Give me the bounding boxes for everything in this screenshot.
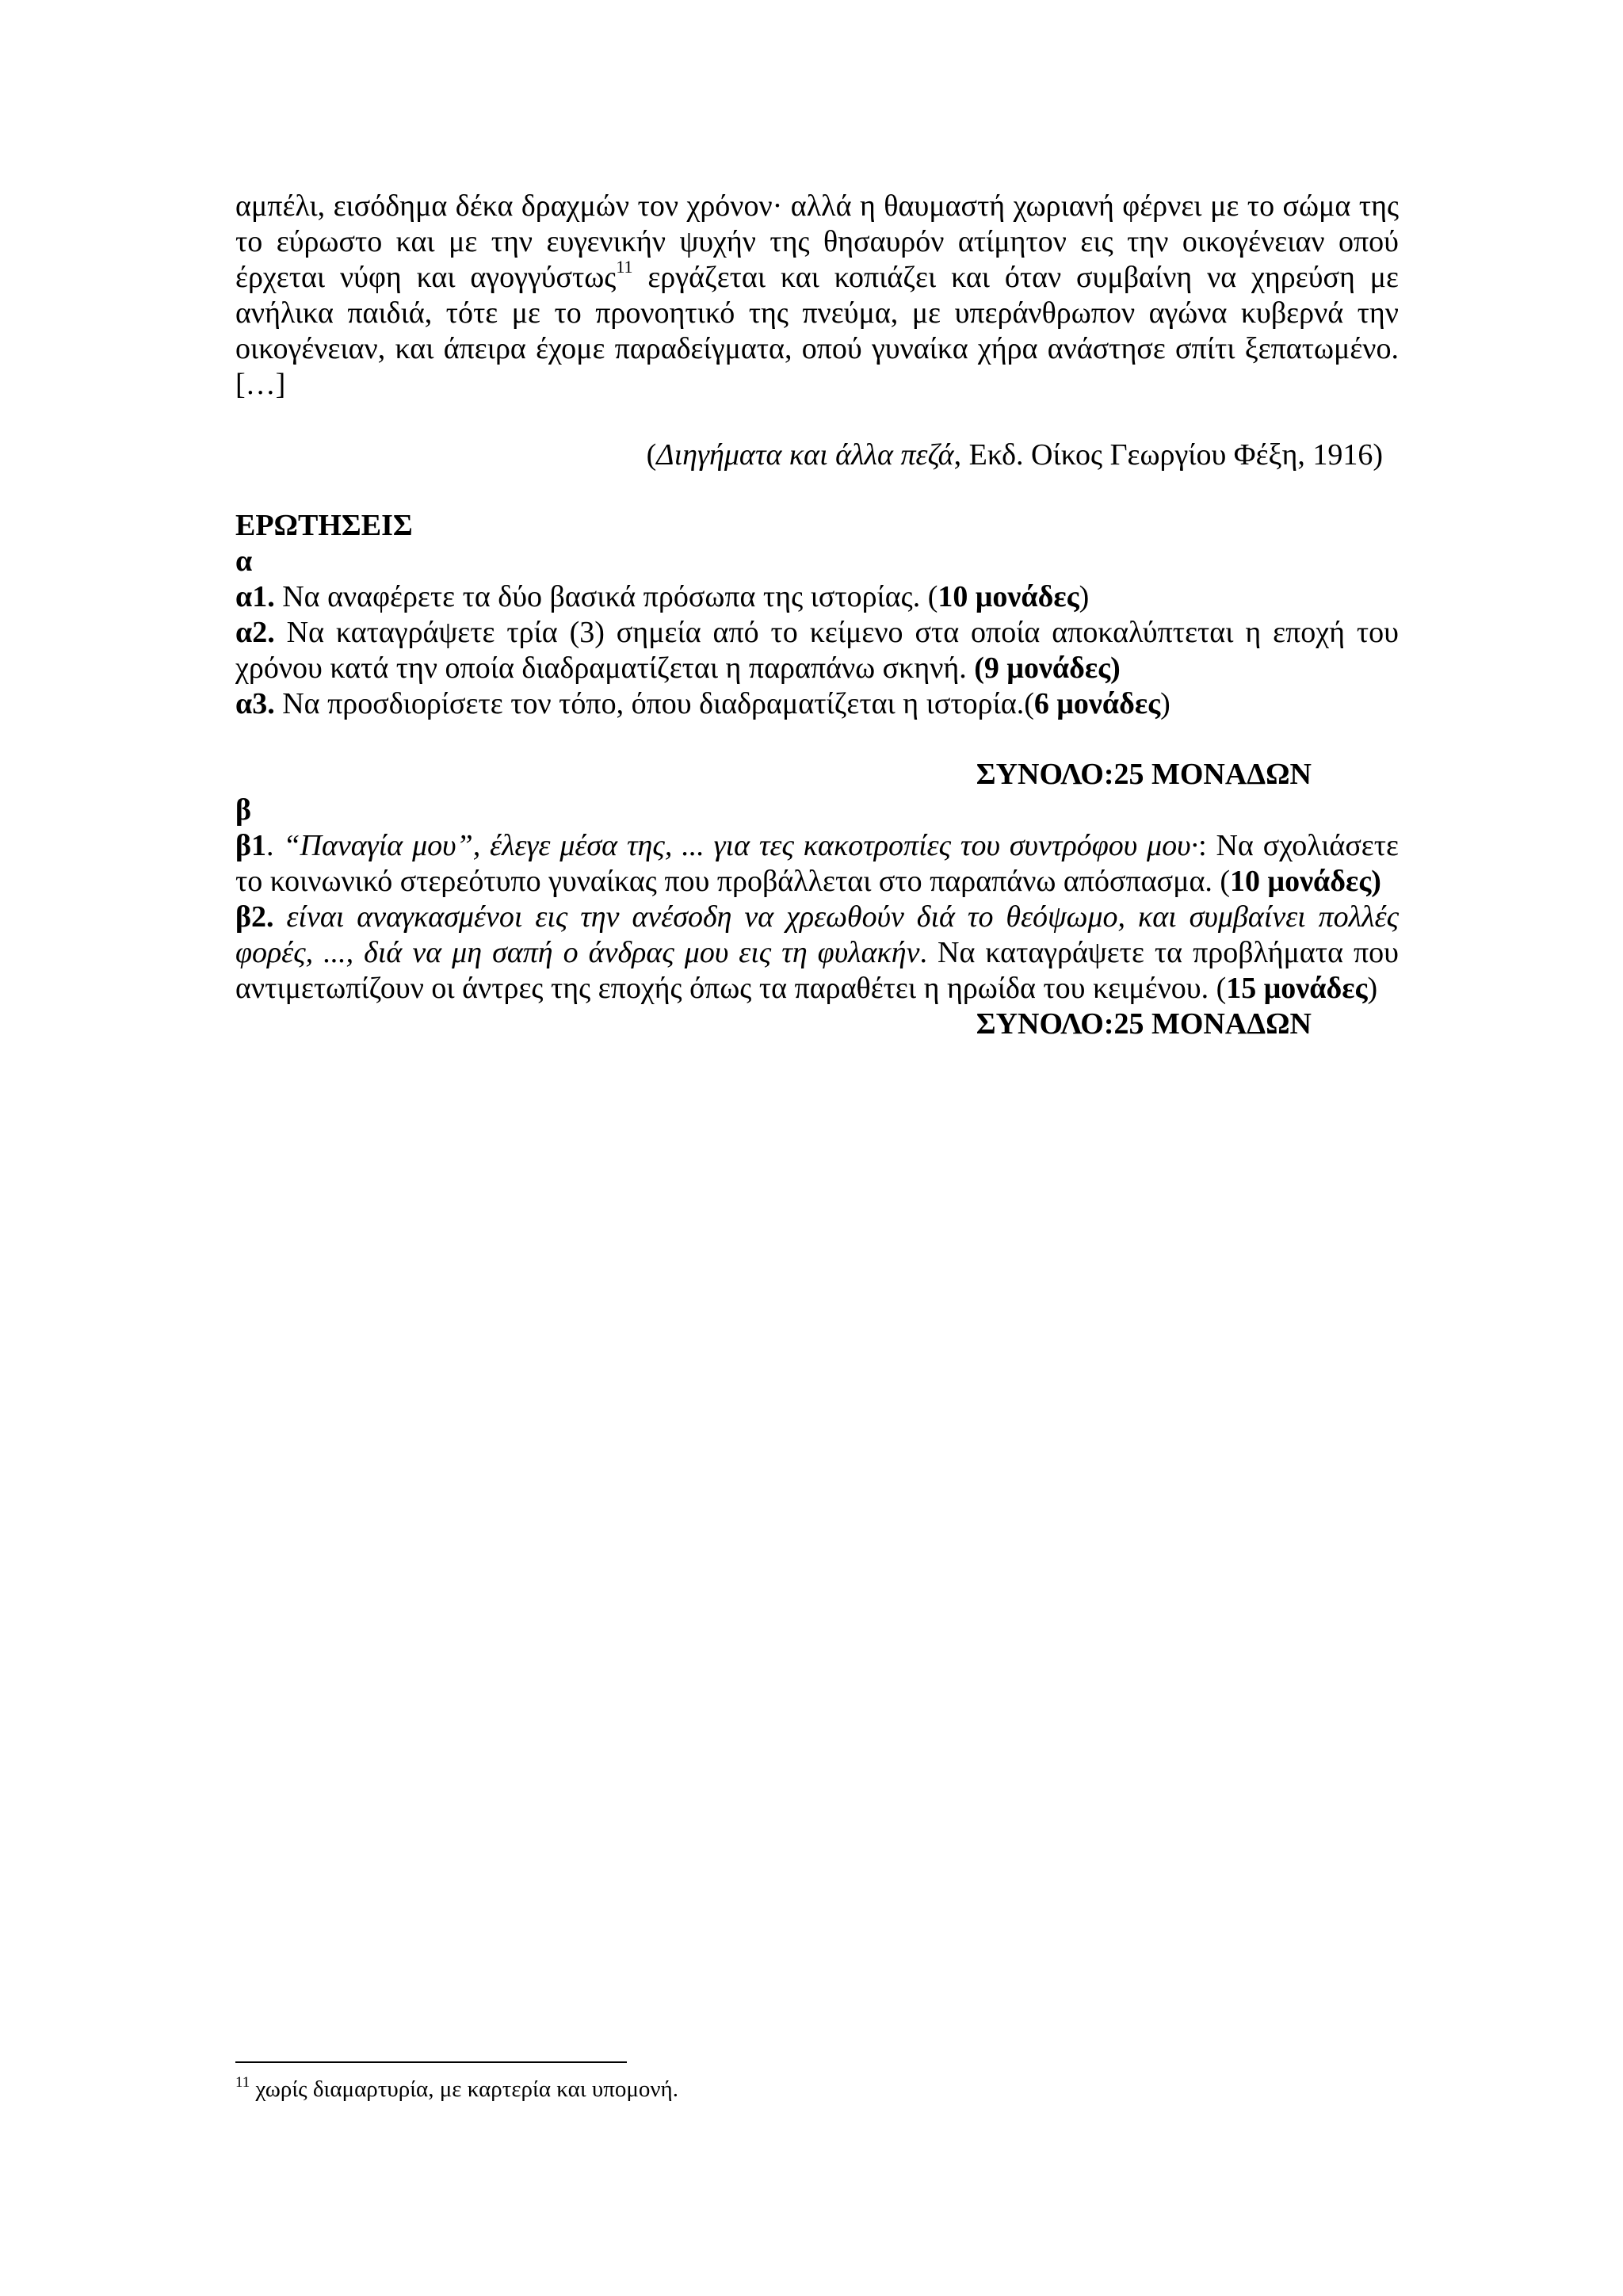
source-publisher: , Εκδ. Οίκος Γεωργίου Φέξη, 1916) xyxy=(953,438,1383,472)
question-b1-marks: 10 μονάδες) xyxy=(1230,865,1381,898)
passage-excerpt xyxy=(235,189,1399,403)
footnote-separator xyxy=(235,2061,627,2063)
question-b2-number: β2. xyxy=(235,900,274,934)
section-a-total: ΣΥΝΟΛΟ:25 ΜΟΝΑΔΩΝ xyxy=(976,758,1312,791)
footnote-number: 11 xyxy=(235,2074,250,2091)
section-a-letter: α xyxy=(235,544,253,578)
question-a2-number: α2. xyxy=(235,616,275,649)
question-a2-text: Να καταγράψετε τρία (3) σημεία από το κείμενο στα οποία αποκαλύπτεται η εποχή του χρόνου κατά την οποία διαδραματίζεται η παραπάνω σκηνή. xyxy=(235,616,1399,685)
document-body xyxy=(235,189,1399,1042)
passage-text-part-2: εργάζεται και κοπιάζει και όταν συμβαίνη να χηρεύση με ανήλικα παιδιά, τότε με το προνοητικό της πνεύμα, με υπεράνθρωπον αγώνα κυβερνά την οικογένειαν, και άπειρα έχομε παραδείγματα, οπού γυναίκα χήρα ανάστησε σπίτι ξεπατωμένο. […] xyxy=(235,261,1399,401)
section-b-total: ΣΥΝΟΛΟ:25 ΜΟΝΑΔΩΝ xyxy=(976,1007,1312,1041)
question-a1-number: α1. xyxy=(235,580,275,613)
question-a1-text: Να αναφέρετε τα δύο βασικά πρόσωπα της ιστορίας. ( xyxy=(274,580,938,613)
question-b1-quote: “Παναγία μου”, έλεγε μέσα της, ... για τες κακοτροπίες του συντρόφου μου· xyxy=(283,829,1199,862)
question-a2-marks: (9 μονάδες) xyxy=(974,651,1121,685)
question-a3-close: ) xyxy=(1160,687,1170,720)
source-book-title: Διηγήματα και άλλα πεζά xyxy=(656,438,954,472)
questions-heading: ΕΡΩΤΗΣΕΙΣ xyxy=(235,509,413,542)
question-a3-text: Να προσδιορίσετε τον τόπο, όπου διαδραματίζεται η ιστορία.( xyxy=(274,687,1034,720)
question-a1 xyxy=(235,579,1399,615)
footnote-text: χωρίς διαμαρτυρία, με καρτερία και υπομονή. xyxy=(250,2076,678,2102)
source-open-paren: ( xyxy=(646,438,657,472)
question-b2-close: ) xyxy=(1367,972,1378,1005)
question-b1-number: β1 xyxy=(235,829,267,862)
question-a1-marks: 10 μονάδες xyxy=(938,580,1079,613)
question-a3 xyxy=(235,686,1399,722)
question-b1-text: : Να σχολιάσετε το κοινωνικό στερεότυπο γυναίκας που προβάλλεται στο παραπάνω απόσπασμα. ( xyxy=(235,829,1399,898)
question-a3-number: α3. xyxy=(235,687,275,720)
footnote xyxy=(235,2075,1399,2103)
source-citation xyxy=(235,437,1399,473)
question-a3-marks: 6 μονάδες xyxy=(1033,687,1161,720)
question-b2 xyxy=(235,900,1399,1007)
question-b2-text: . Να καταγράψετε τα προβλήματα που αντιμετωπίζουν οι άντρες της εποχής όπως τα παραθέτει η ηρωίδα του κειμένου. ( xyxy=(235,936,1399,1005)
question-b1 xyxy=(235,828,1399,900)
question-b2-quote: είναι αναγκασμένοι εις την ανέσοδη να χρεωθούν διά το θεόψωμο, και συμβαίνει πολλές φορές, ..., διά να μη σαπή ο άνδρας μου εις τη φυλακήν xyxy=(235,900,1399,969)
question-b1-dot: . xyxy=(266,829,284,862)
passage-text-part-1: αμπέλι, εισόδημα δέκα δραχμών τον χρόνον· αλλά η θαυμαστή χωριανή φέρνει με το σώμα της το εύρωστο και με την ευγενικήν ψυχήν της θησαυρόν ατίμητον εις την οικογένειαν οπού έρχεται νύφη και αγογγύστως xyxy=(235,189,1399,294)
footnote-reference: 11 xyxy=(616,257,633,277)
question-a2 xyxy=(235,615,1399,686)
section-b-letter: β xyxy=(235,793,252,827)
question-b2-marks: 15 μονάδες xyxy=(1226,972,1368,1005)
question-a1-close: ) xyxy=(1079,580,1090,613)
